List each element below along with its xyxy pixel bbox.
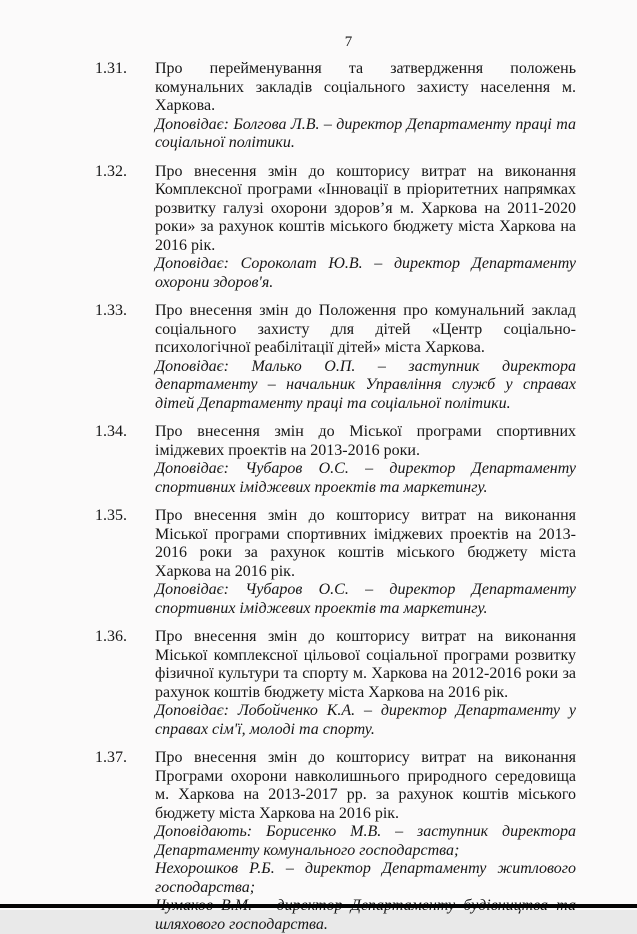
item-number: 1.36. [95, 628, 127, 645]
agenda-item-1-35 [95, 507, 576, 618]
item-speaker: Нехорошков Р.Б. – директор Департаменту житлового господарства; [155, 860, 576, 896]
item-speaker: Доповідає: Малько О.П. – заступник директора департаменту – начальник Управління служб у справах дітей Департаменту праці та соціальної політики. [155, 357, 576, 412]
item-number: 1.35. [95, 507, 127, 524]
agenda-items [95, 60, 576, 934]
item-text: Про внесення змін до Міської програми спортивних іміджевих проектів на 2013-2016 роки. [155, 423, 576, 459]
agenda-item-1-31 [95, 60, 576, 153]
page-number [108, 0, 589, 50]
item-body [155, 163, 576, 293]
item-speaker: Доповідає: Лобойченко К.А. – директор Департаменту у справах сім'ї, молоді та спорту. [155, 702, 576, 738]
agenda-item-1-36 [95, 628, 576, 739]
item-number: 1.33. [95, 302, 127, 319]
item-number: 1.37. [95, 749, 127, 766]
item-body [155, 507, 576, 618]
item-body [155, 423, 576, 497]
page-number-value: 7 [344, 34, 353, 50]
item-number: 1.31. [95, 60, 127, 77]
agenda-item-1-33 [95, 302, 576, 413]
page-bottom-rule [0, 904, 637, 908]
text-block [95, 0, 576, 934]
item-speaker: Доповідає: Болгова Л.В. – директор Департаменту праці та соціальної політики. [155, 115, 576, 151]
item-speaker: Доповідають: Борисенко М.В. – заступник директора Департаменту комунального господарства; [155, 823, 576, 859]
item-speaker: шляхового господарства. [155, 915, 328, 933]
agenda-item-1-34 [95, 423, 576, 497]
item-text: Про перейменування та затвердження положень комунальних закладів соціального захисту населення м. Харкова. [155, 60, 576, 114]
item-text: Про внесення змін до кошторису витрат на виконання Міської програми спортивних іміджевих проектів на 2013-2016 роки за рахунок коштів міського бюджету міста Харкова на 2016 рік. [155, 507, 576, 580]
item-speaker: Доповідає: Сороколат Ю.В. – директор Департаменту охорони здоров'я. [155, 255, 576, 291]
item-text: Про внесення змін до кошторису витрат на виконання Міської комплексної цільової соціальної програми розвитку фізичної культури та спорту м. Харкова на 2012-2016 роки за рахунок коштів бюджету міста Харкова на 2016 рік. [155, 628, 576, 701]
item-text: Про внесення змін до кошторису витрат на виконання Комплексної програми «Інновації в пріоритетних напрямках розвитку галузі охорони здоров’я м. Харкова на 2011-2020 роки» за рахунок коштів міського бюджету міста Харкова на 2016 рік. [155, 162, 576, 254]
agenda-item-1-32 [95, 163, 576, 293]
item-speaker: Доповідає: Чубаров О.С. – директор Департаменту спортивних іміджевих проектів та маркетингу. [155, 581, 576, 617]
item-body [155, 302, 576, 413]
item-number: 1.34. [95, 423, 127, 440]
item-number: 1.32. [95, 162, 127, 180]
item-body [155, 628, 576, 739]
item-text: Про внесення змін до кошторису витрат на виконання Програми охорони навколишнього природного середовища м. Харкова на 2013-2017 рр. за рахунок коштів міського бюджету міста Харкова на 2016 рік. [155, 749, 576, 822]
item-speaker: Доповідає: Чубаров О.С. – директор Департаменту спортивних іміджевих проектів та маркетингу. [155, 460, 576, 496]
item-text: Про внесення змін до Положення про комунальний заклад соціального захисту для дітей «Центр соціально-психологічної реабілітації дітей» міста Харкова. [155, 302, 576, 356]
item-body [155, 60, 576, 153]
